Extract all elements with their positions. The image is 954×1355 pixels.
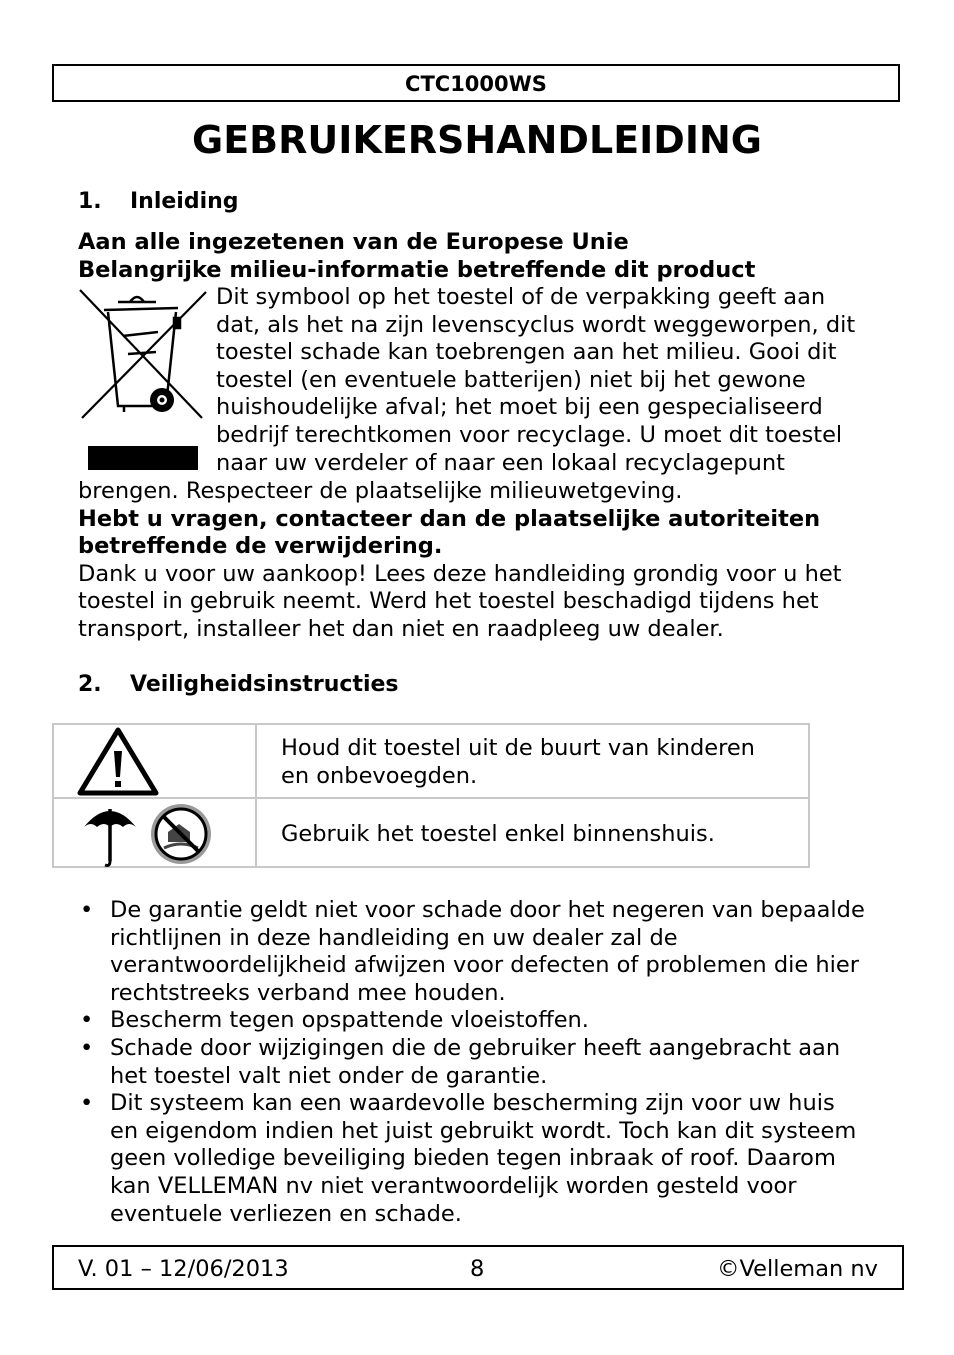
section-1-number: 1. (78, 189, 102, 214)
questions-line: betreffende de verwijdering. (78, 533, 443, 560)
footer (52, 1245, 904, 1290)
document-title: GEBRUIKERSHANDLEIDING (192, 118, 762, 162)
environment-info-heading: Belangrijke milieu-informatie betreffende dit product (78, 257, 756, 283)
bullet-line: het toestel valt niet onder de garantie. (110, 1062, 548, 1089)
weee-crossed-bin-icon (78, 288, 208, 472)
warning-triangle-icon (76, 725, 166, 797)
safety-text (281, 821, 715, 849)
weee-line: Dit symbool op het toestel of de verpakking geeft aan (216, 284, 826, 310)
bullet-line: geen volledige beveiliging bieden tegen inbraak of roof. Daarom (110, 1145, 836, 1172)
weee-line: bedrijf terechtkomen voor recyclage. U moet dit toestel (216, 421, 843, 448)
model-number: CTC1000WS (405, 72, 547, 96)
bullet-line: kan VELLEMAN nv niet verantwoordelijk worden gesteld voor (110, 1172, 797, 1199)
icon-cell (54, 725, 257, 797)
eu-residents-heading: Aan alle ingezetenen van de Europese Unie (78, 229, 629, 255)
umbrella-icon (80, 801, 140, 867)
weee-paragraph (216, 284, 896, 477)
thanks-line: transport, installeer het dan niet en raadpleeg uw dealer. (78, 615, 724, 642)
bullet-item (78, 1035, 908, 1090)
bullet-item (78, 1090, 908, 1228)
weee-line: huishoudelijke afval; het moet bij een gespecialiseerd (216, 394, 823, 421)
footer-version: V. 01 – 12/06/2013 (78, 1256, 289, 1282)
safety-text-line: Gebruik het toestel enkel binnenshuis. (281, 821, 715, 847)
thanks-line: Dank u voor uw aankoop! Lees deze handleiding grondig voor u het (78, 560, 842, 587)
safety-text-line: en onbevoegden. (281, 762, 478, 789)
bullet-line: • De garantie geldt niet voor schade door het negeren van bepaalde (110, 897, 865, 923)
bullet-line: • Dit systeem kan een waardevolle bescherming zijn voor uw huis (110, 1090, 835, 1117)
safety-row-children (54, 725, 808, 799)
safety-row-indoor (54, 799, 808, 866)
safety-table (52, 723, 810, 868)
weee-continued-line: brengen. Respecteer de plaatselijke milieuwetgeving. (78, 478, 683, 504)
section-2-title: Veiligheidsinstructies (130, 672, 399, 697)
bullet-line: • Bescherm tegen opspattende vloeistoffen. (110, 1007, 589, 1034)
bullet-line: en eigendom indien het juist gebruikt wordt. Toch kan dit systeem (110, 1117, 857, 1144)
bullet-line: rechtstreeks verband mee houden. (110, 979, 506, 1006)
safety-text (281, 735, 755, 790)
section-2-number: 2. (78, 672, 102, 697)
section-1-title: Inleiding (130, 189, 239, 214)
questions-line: Hebt u vragen, contacteer dan de plaatselijke autoriteiten (78, 505, 821, 532)
thanks-line: toestel in gebruik neemt. Werd het toestel beschadigd tijdens het (78, 588, 819, 615)
footer-page-number: 8 (470, 1256, 485, 1282)
safety-text-line: Houd dit toestel uit de buurt van kinderen (281, 735, 755, 761)
bullet-item (78, 897, 908, 1007)
weee-line: toestel (en eventuele batterijen) niet bij het gewone (216, 366, 806, 393)
weee-line: naar uw verdeler of naar een lokaal recyclagepunt (216, 449, 785, 476)
indoor-use-only-icon (146, 802, 216, 866)
bullet-item (78, 1007, 908, 1035)
section-2-heading (78, 671, 399, 699)
bullet-line: verantwoordelijkheid afwijzen voor defecten of problemen die hier (110, 952, 859, 979)
weee-line: toestel schade kan toebrengen aan het milieu. Gooi dit (216, 339, 837, 366)
footer-copyright: ©Velleman nv (716, 1256, 878, 1282)
section-1-heading (78, 188, 239, 216)
safety-bullet-list (78, 897, 908, 1228)
header-model-box (52, 64, 900, 102)
intro-continued (78, 478, 908, 644)
bullet-line: • Schade door wijzigingen die de gebruiker heeft aangebracht aan (110, 1034, 841, 1061)
bullet-line: eventuele verliezen en schade. (110, 1200, 462, 1227)
weee-line: dat, als het na zijn levenscyclus wordt weggeworpen, dit (216, 311, 856, 338)
bullet-line: richtlijnen in deze handleiding en uw dealer zal de (110, 924, 678, 951)
icon-cell (54, 799, 257, 866)
